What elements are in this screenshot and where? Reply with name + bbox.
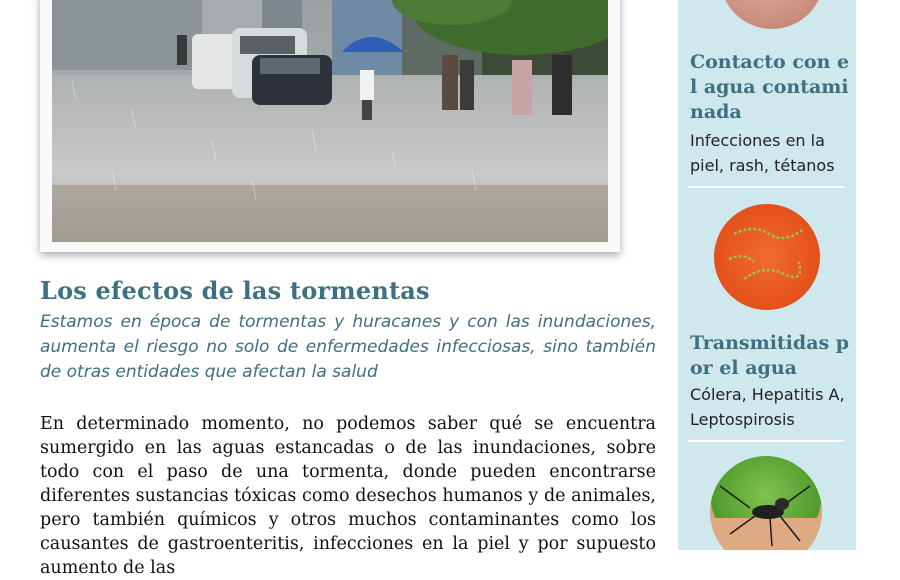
sidebar-item-title: Transmitidas por el agua xyxy=(690,332,850,379)
sidebar-item-title: Contacto con el agua contaminada xyxy=(690,51,850,123)
article-title: Los efectos de las tormentas xyxy=(40,276,430,305)
sidebar xyxy=(678,0,856,550)
flooded-street-photo xyxy=(52,0,608,242)
article-body: En determinado momento, no podemos saber qué se encuentra sumergido en las aguas estancadas o de las inundaciones, sobre todo con el paso de una tormenta, donde pueden encontrarse diferentes sustancias tóxicas como desechos humanos y de animales, pero también químicos y otros muchos contaminantes como los causantes de gastroenteritis, infecciones en la piel y por supuesto aumento de las xyxy=(40,414,656,578)
sidebar-item-desc: Cólera, Hepatitis A, Leptospirosis xyxy=(690,385,845,429)
sidebar-divider xyxy=(688,440,844,442)
bacteria-image xyxy=(714,204,820,310)
mosquito-image xyxy=(710,456,822,550)
sidebar-divider xyxy=(688,186,844,188)
photo-frame xyxy=(40,0,620,252)
article-lead: Estamos en época de tormentas y huracanes y con las inundaciones, aumenta el riesgo no solo de enfermedades infecciosas, sino también de otras entidades que afectan la salud xyxy=(40,312,656,382)
skin-rash-image xyxy=(720,0,824,29)
sidebar-item-desc: Infecciones en la piel, rash, tétanos xyxy=(690,131,835,175)
